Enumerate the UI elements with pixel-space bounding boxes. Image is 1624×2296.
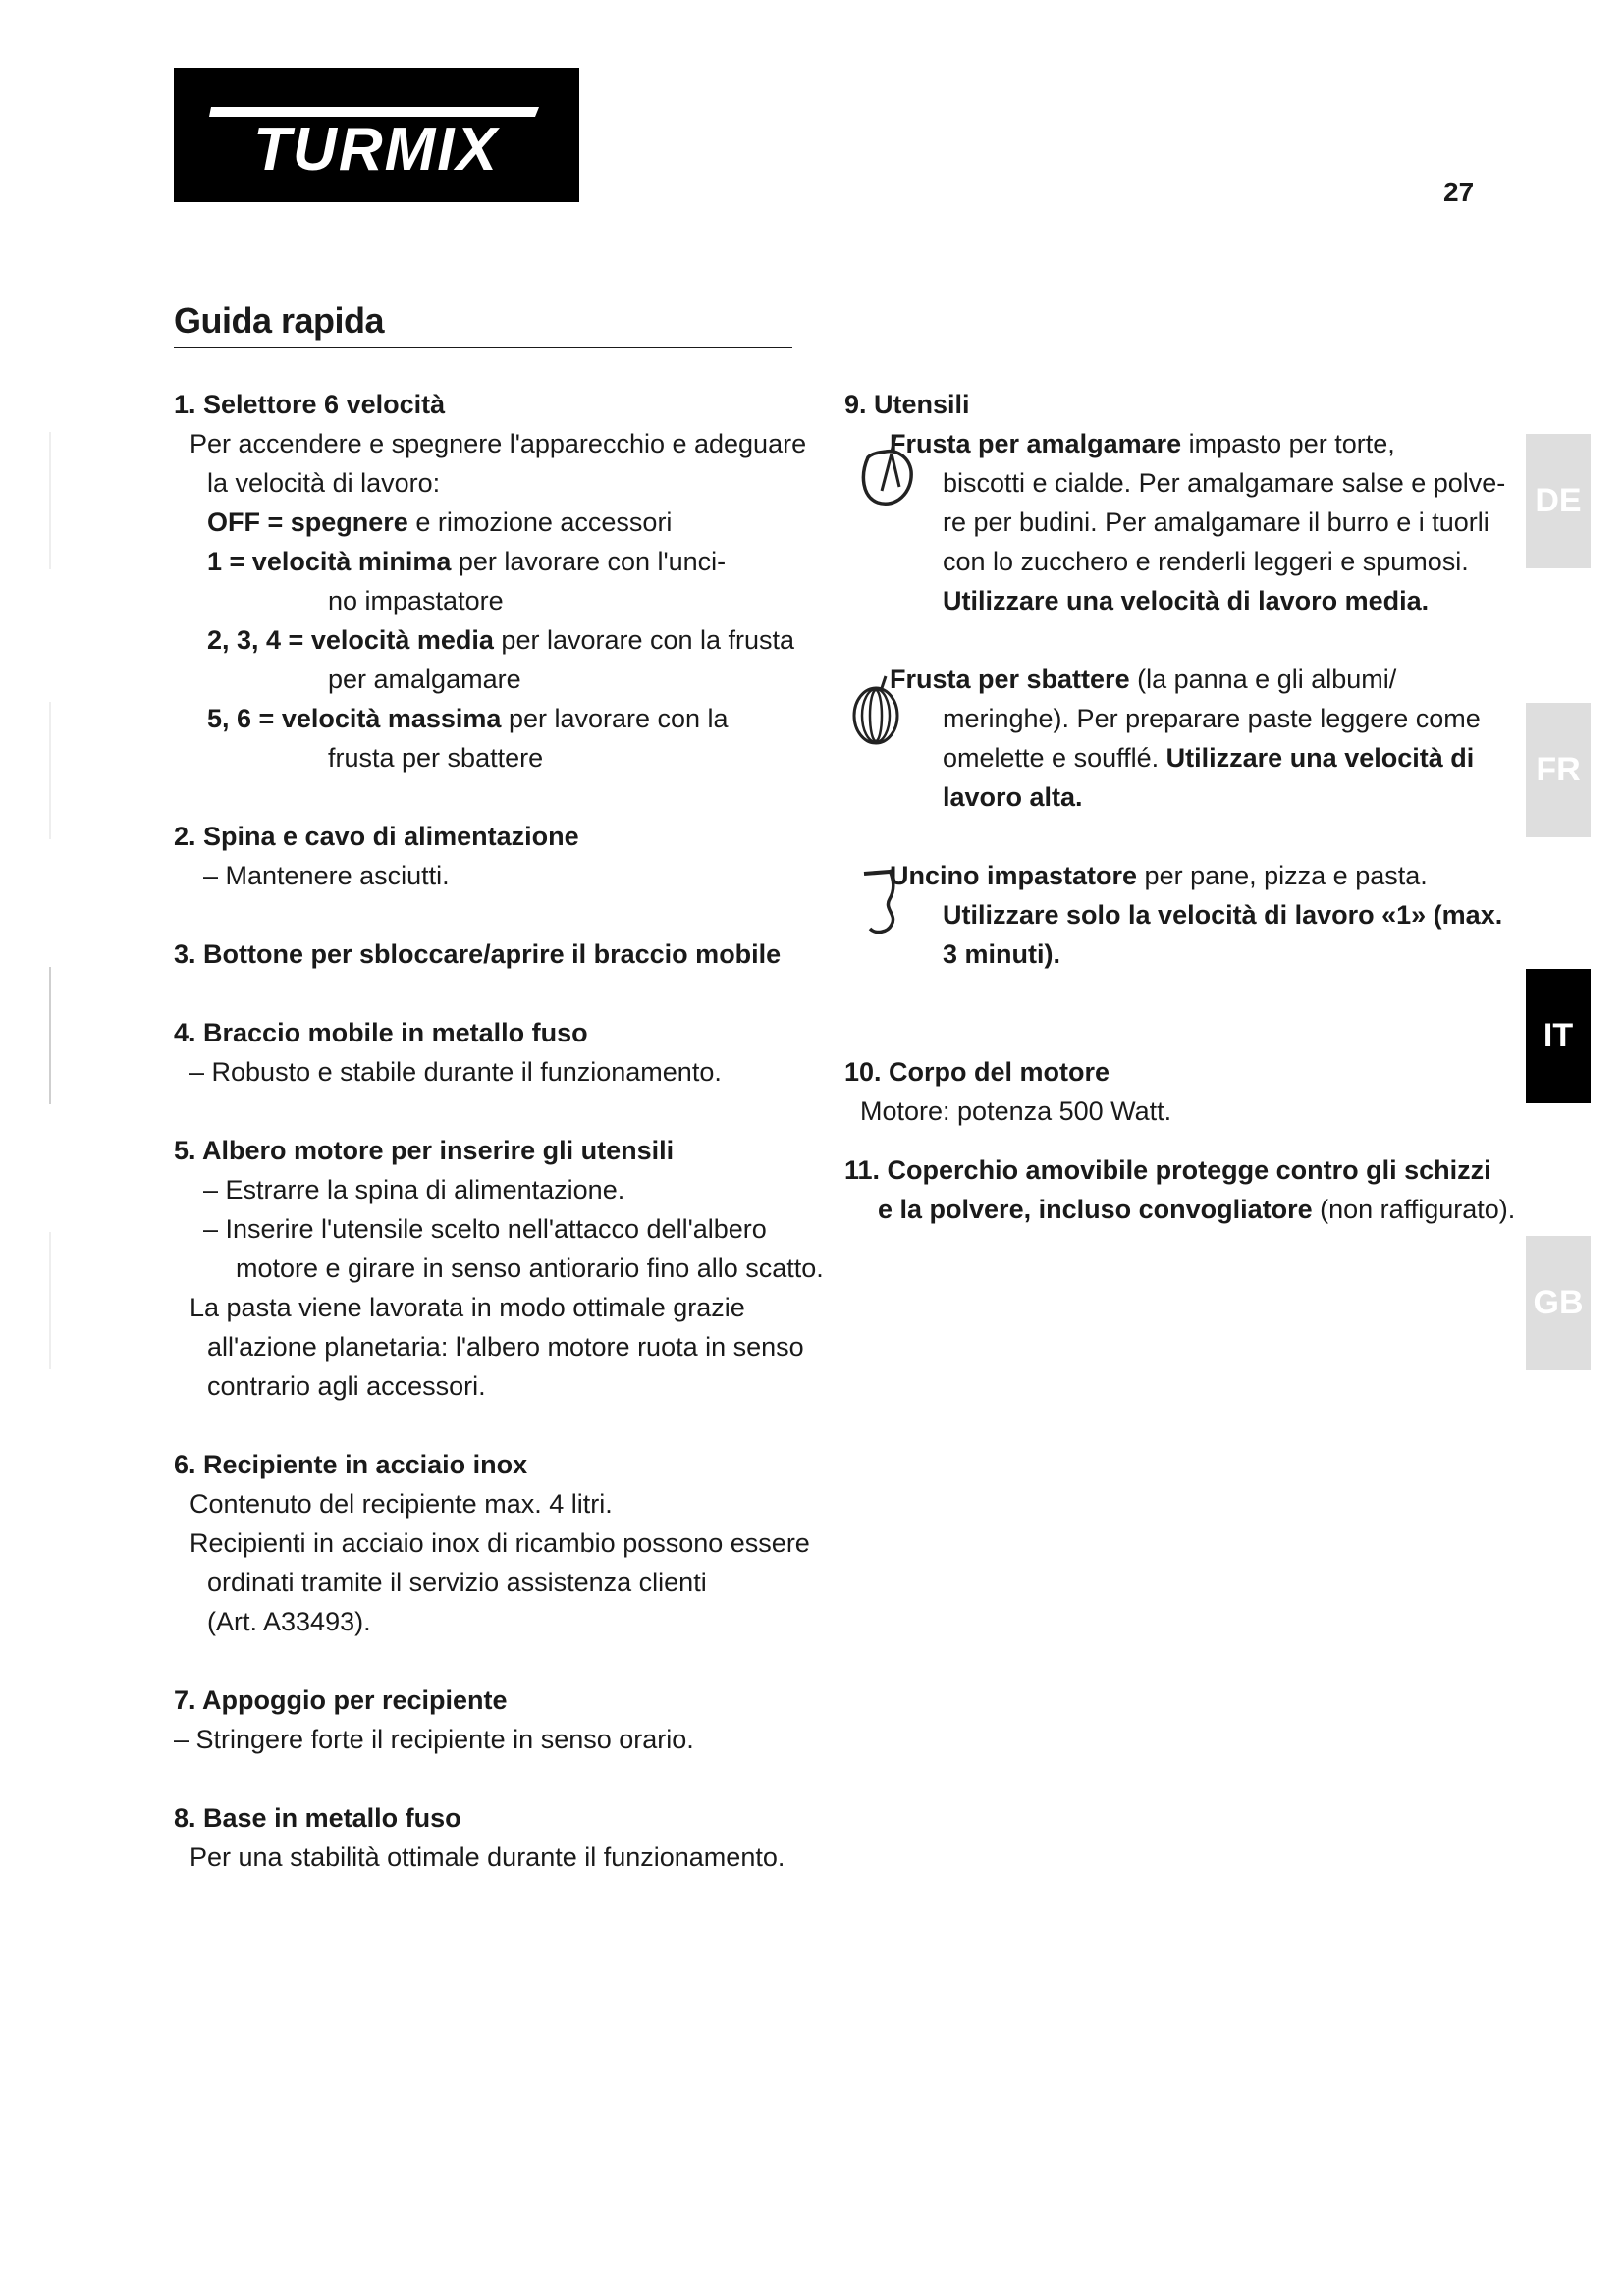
speed-1-line [174, 542, 802, 581]
text-line: lavoro alta. [943, 782, 1083, 812]
speed-key: 2, 3, 4 = [207, 625, 311, 655]
language-tab-it[interactable]: IT [1526, 969, 1591, 1103]
tool-name: Uncino impastatore [890, 861, 1138, 890]
section-title: 3. Bottone per sbloccare/aprire il braccio mobile [174, 939, 782, 969]
text-line: contrario agli accessori. [207, 1371, 486, 1401]
text-line: ordinati tramite il servizio assistenza clienti [207, 1568, 707, 1597]
text-line: biscotti e cialde. Per amalgamare salse e polve- [943, 468, 1506, 498]
text-part: (non raffigurato). [1312, 1195, 1516, 1224]
section-title: 2. Spina e cavo di alimentazione [174, 822, 579, 851]
margin-mark [49, 702, 51, 839]
margin-mark [49, 1232, 51, 1369]
text-line: Contenuto del recipiente max. 4 litri. [189, 1489, 613, 1519]
speed-key: OFF = [207, 507, 291, 537]
text-line: all'azione planetaria: l'albero motore ruota in senso [207, 1332, 804, 1362]
section-title: 9. Utensili [844, 390, 970, 419]
language-tab-de[interactable]: DE [1526, 434, 1591, 568]
language-tab-gb[interactable]: GB [1526, 1236, 1591, 1370]
tool-3-line [844, 856, 1492, 895]
section-title: 4. Braccio mobile in metallo fuso [174, 1018, 588, 1047]
text-line: per amalgamare [328, 665, 521, 694]
flat-beater-icon [852, 432, 929, 510]
text-line: la velocità di lavoro: [207, 468, 441, 498]
text-line: – Robusto e stabile durante il funzionamento. [189, 1057, 722, 1087]
language-tab-fr[interactable]: FR [1526, 703, 1591, 837]
text-line: 3 minuti). [943, 939, 1060, 969]
text-line [844, 738, 1492, 777]
text-line: (Art. A33493). [207, 1607, 371, 1636]
speed-label: velocità massima [281, 704, 502, 733]
text-line: Per una stabilità ottimale durante il funzionamento. [189, 1842, 785, 1872]
speed-desc: e rimozione accessori [407, 507, 673, 537]
text-line: Recipienti in acciaio inox di ricambio possono essere [189, 1528, 810, 1558]
margin-mark [49, 432, 51, 569]
speed-key: 1 = [207, 547, 252, 576]
tool-name: Frusta per sbattere [890, 665, 1130, 694]
speed-label: spegnere [290, 507, 408, 537]
dough-hook-icon [860, 860, 919, 938]
logo-text: TURMIX [253, 116, 499, 184]
tool-desc: impasto per torte, [1181, 429, 1395, 458]
text-line: meringhe). Per preparare paste leggere come [943, 704, 1481, 733]
section-title: 8. Base in metallo fuso [174, 1803, 461, 1833]
page-title: Guida rapida [174, 300, 385, 341]
speed-desc: per lavorare con l'unci- [451, 547, 727, 576]
text-line: motore e girare in senso antiorario fino allo scatto. [236, 1254, 824, 1283]
speed-56-line [174, 699, 802, 738]
text-line: Utilizzare una velocità di lavoro media. [943, 586, 1430, 615]
text-line: con lo zucchero e renderli leggeri e spumosi. [943, 547, 1469, 576]
text-line [844, 1190, 1516, 1229]
section-title: 5. Albero motore per inserire gli utensili [174, 1136, 675, 1165]
text-part: Utilizzare una velocità di [1165, 743, 1475, 773]
tool-2-line [844, 660, 1492, 699]
speed-234-line [174, 620, 802, 660]
text-line: re per budini. Per amalgamare il burro e i tuorli [943, 507, 1489, 537]
text-line: no impastatore [328, 586, 504, 615]
text-line: Motore: potenza 500 Watt. [860, 1096, 1172, 1126]
turmix-logo-icon [174, 68, 579, 202]
text-line: – Mantenere asciutti. [203, 861, 450, 890]
text-line: frusta per sbattere [328, 743, 544, 773]
section-title: 10. Corpo del motore [844, 1057, 1110, 1087]
right-column [844, 385, 1516, 1229]
tool-desc: (la panna e gli albumi/ [1129, 665, 1397, 694]
speed-off-line [174, 503, 802, 542]
whisk-icon [846, 672, 915, 751]
section-title: 6. Recipiente in acciaio inox [174, 1450, 528, 1479]
text-line: – Stringere forte il recipiente in senso orario. [174, 1725, 694, 1754]
text-line: – Estrarre la spina di alimentazione. [203, 1175, 625, 1204]
text-line: La pasta viene lavorata in modo ottimale grazie [189, 1293, 745, 1322]
speed-desc: per lavorare con la frusta [493, 625, 795, 655]
section-title: 7. Appoggio per recipiente [174, 1685, 508, 1715]
text-part: omelette e soufflé. [943, 743, 1166, 773]
text-line: Utilizzare solo la velocità di lavoro «1» (max. [943, 900, 1503, 930]
title-divider [174, 347, 792, 348]
text-line: Per accendere e spegnere l'apparecchio e adeguare [189, 429, 807, 458]
tool-1-line [844, 424, 1492, 463]
speed-desc: per lavorare con la [501, 704, 729, 733]
text-line: – Inserire l'utensile scelto nell'attacco dell'albero [203, 1214, 767, 1244]
page-number: 27 [1443, 177, 1475, 207]
text-part: e la polvere, incluso convogliatore [878, 1195, 1313, 1224]
tool-desc: per pane, pizza e pasta. [1137, 861, 1428, 890]
speed-label: velocità media [310, 625, 494, 655]
left-column [174, 385, 824, 1877]
brand-logo [174, 68, 579, 202]
section-title: 11. Coperchio amovibile protegge contro gli schizzi [844, 1155, 1491, 1185]
margin-mark [49, 967, 51, 1104]
speed-key: 5, 6 = [207, 704, 282, 733]
tool-name: Frusta per amalgamare [890, 429, 1182, 458]
section-title: 1. Selettore 6 velocità [174, 390, 446, 419]
speed-label: velocità minima [251, 547, 452, 576]
